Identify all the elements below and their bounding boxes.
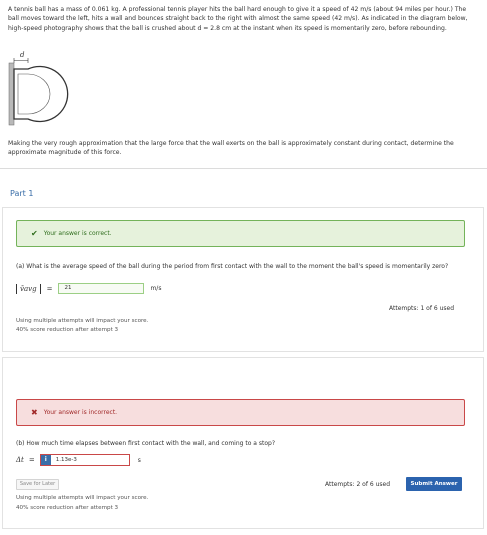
part1-answer-row [16,283,161,294]
part1-unit: m/s [150,285,162,292]
part2-answer-row [16,454,141,466]
info-icon[interactable]: i [41,455,51,465]
check-icon: ✔ [31,229,38,238]
diagram-d-label: d [20,51,25,59]
part2-answer-value: 1.13e-3 [55,457,77,463]
ball-diagram [8,49,78,129]
part2-answer-input[interactable] [40,454,130,466]
delta-t-symbol: Δt [16,456,24,464]
part2-note-2: 40% score reduction after attempt 3 [16,505,119,511]
problem-statement: A tennis ball has a mass of 0.061 kg. A professional tennis player hits the ball hard enough to give it a speed of 42 m/s (about 94 miles per hour.) The ball moves toward the left, hits a wall and bounces straight back to the right with almost the same speed (42 m/s). As indicated in the diagram below, high-speed photography shows that the ball is crushed about d = 2.8 cm at the instant when its speed is momentarily zero, before rebounding. [8,6,468,32]
part1-correct-alert [16,220,465,247]
part2-alert-text: Your answer is incorrect. [43,409,118,416]
part2-note-1: Using multiple attempts will impact your score. [16,495,149,501]
part2-unit: s [137,456,141,464]
cross-icon: ✖ [31,408,38,417]
part1-question: (a) What is the average speed of the ball during the period from first contact with the wall to the moment the ball's speed is momentarily zero? [16,263,449,270]
instruction-text: Making the very rough approximation that the large force that the wall exerts on the ball is approximately constant during contact, determine the approximate magnitude of this force. [8,140,454,157]
equals-sign: = [46,284,53,293]
part1-title: Part 1 [10,189,34,198]
separator [0,168,487,169]
submit-answer-button[interactable]: Submit Answer [406,477,462,491]
crushed-ball [14,67,68,122]
part1-note-2: 40% score reduction after attempt 3 [16,327,119,333]
wall [9,63,14,125]
part2-question: (b) How much time elapses between first contact with the wall, and coming to a stop? [16,440,276,447]
part1-answer-input[interactable]: 21 [58,283,144,294]
save-for-later-button[interactable]: Save for Later [16,479,59,490]
part1-alert-text: Your answer is correct. [43,230,112,237]
part1-attempts: Attempts: 1 of 6 used [389,305,455,312]
equals-sign: = [28,456,35,464]
part2-attempts: Attempts: 2 of 6 used [325,481,391,488]
part1-note-1: Using multiple attempts will impact your score. [16,318,149,324]
vavg-symbol: v̄avg [16,284,41,294]
part2-incorrect-alert [16,399,465,426]
